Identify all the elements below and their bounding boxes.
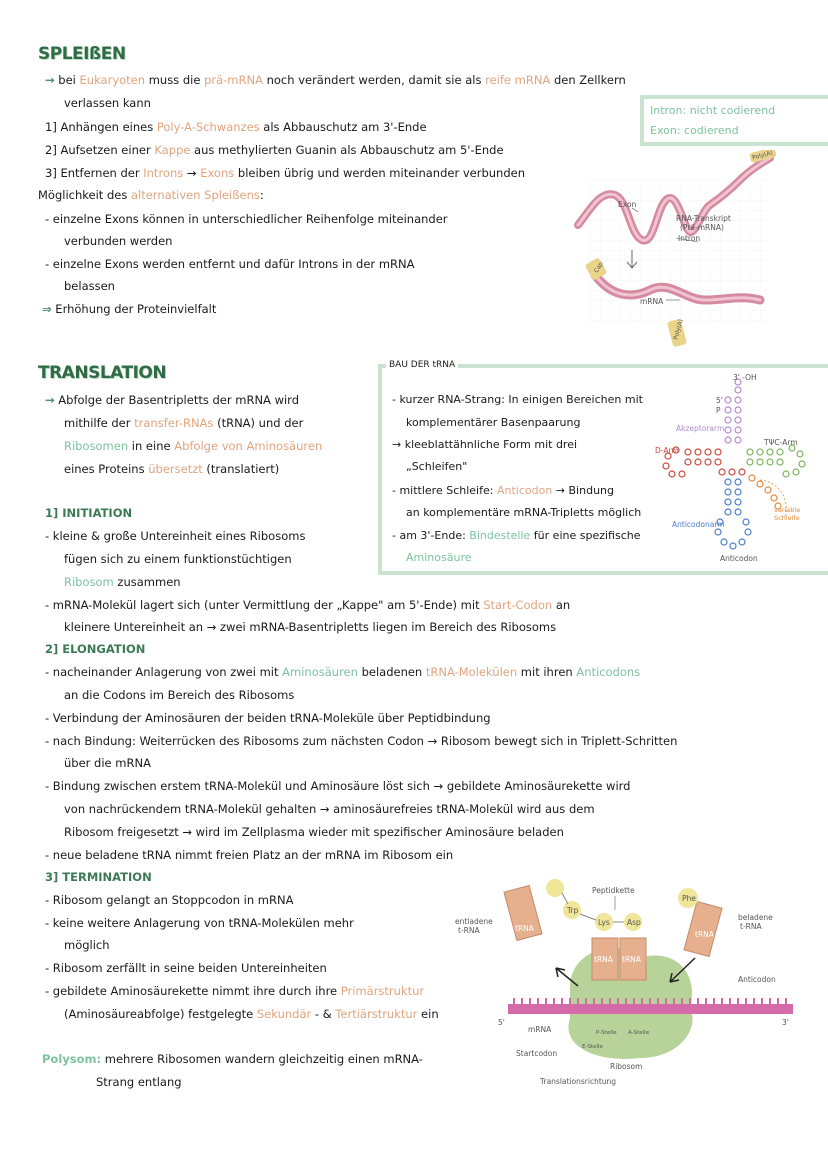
translationsrichtung-label: Translationsrichtung bbox=[540, 1077, 617, 1086]
termination-line-3: möglich bbox=[64, 938, 110, 952]
mrna-strand bbox=[508, 1004, 793, 1014]
phe-label: Phe bbox=[682, 894, 696, 903]
initiation-line-5: kleinere Untereinheit an → zwei mRNA-Basentripletts liegen im Bereich des Ribosoms bbox=[64, 620, 557, 634]
lys-label: Lys bbox=[598, 918, 610, 927]
intron-box-bottom bbox=[640, 142, 828, 146]
three-prime-label: 3' bbox=[782, 1018, 789, 1027]
e-stelle-label: E-Stelle bbox=[582, 1044, 603, 1050]
splicing-diagram bbox=[570, 150, 780, 350]
termination-line-4: - Ribosom zerfällt in seine beiden Untereinheiten bbox=[45, 961, 327, 975]
poly-a-top-label: Poly(A) bbox=[751, 149, 774, 162]
trna-bullet-1a: - kurzer RNA-Strang: In einigen Bereichen mit bbox=[392, 393, 643, 406]
anticodonarm-label: Anticodonarm bbox=[672, 520, 725, 529]
spleissen-item-3: 3] Entfernen der Introns → Exons bleiben übrig und werden miteinander verbunden bbox=[45, 166, 526, 180]
initiation-heading: 1] INITIATION bbox=[45, 506, 133, 520]
translation-heading: TRANSLATION bbox=[38, 363, 167, 383]
trna-right-label: t-RNA bbox=[740, 922, 762, 931]
beladene-label: beladene bbox=[738, 913, 773, 922]
ribosom-label: Ribosom bbox=[610, 1062, 643, 1071]
trna-bullet-1b: komplementärer Basenpaarung bbox=[406, 416, 581, 429]
pra-mrna-label: (Prä-mRNA) bbox=[680, 223, 724, 232]
d-arm-label: D-Arm bbox=[655, 446, 679, 455]
akzeptorarm-label: Akzeptorarm bbox=[676, 424, 725, 433]
acceptor-stem bbox=[725, 379, 741, 443]
trna-tag-right: tRNA bbox=[695, 930, 714, 939]
spleissen-item-1: 1] Anhängen eines Poly-A-Schwanzes als Abbauschutz am 3'-Ende bbox=[45, 120, 427, 134]
poly-a-bottom-label: Poly(A) bbox=[672, 318, 685, 341]
trp-label: Trp bbox=[567, 906, 579, 915]
mrna-ribo-label: mRNA bbox=[528, 1025, 552, 1034]
translation-intro-3: Ribosomen in eine Abfolge von Aminosäuren bbox=[64, 439, 323, 453]
initiation-line-3: Ribosom zusammen bbox=[64, 575, 181, 589]
translation-intro-4: eines Proteins übersetzt (translatiert) bbox=[64, 462, 280, 476]
spleissen-item-2: 2] Aufsetzen einer Kappe aus methylierten Guanin als Abbauschutz am 5'-Ende bbox=[45, 143, 504, 157]
trna-bullet-2a: → kleeblattähnliche Form mit drei bbox=[392, 438, 578, 451]
entladene-label: entladene bbox=[455, 917, 493, 926]
trna-bullet-4a: - am 3'-Ende: Bindestelle für eine spezifische bbox=[392, 529, 641, 542]
rna-transkript-label: RNA-Transkript bbox=[676, 214, 731, 223]
trna-five-label: 5' bbox=[716, 396, 723, 405]
intron-definition: Intron: nicht codierend bbox=[650, 104, 776, 117]
trna-oh-label: 3' -OH bbox=[733, 373, 757, 382]
spleissen-alternative: Möglichkeit des alternativen Spleißens: bbox=[38, 188, 264, 202]
elongation-line-6: - Bindung zwischen erstem tRNA-Molekül und Aminosäure löst sich → gebildete Aminosäurekette wird bbox=[45, 779, 631, 793]
trna-bullet-3a: - mittlere Schleife: Anticodon → Bindung bbox=[392, 484, 614, 497]
p-stelle-label: P-Stelle bbox=[596, 1030, 617, 1036]
trna-box-bottom bbox=[378, 571, 828, 575]
elongation-line-2: an die Codons im Bereich des Ribosoms bbox=[64, 688, 295, 702]
trna-bullet-3b: an komplementäre mRNA-Tripletts möglich bbox=[406, 506, 642, 519]
exon-label: Exon bbox=[618, 200, 637, 209]
translation-intro-2: mithilfe der transfer-RNAs (tRNA) und der bbox=[64, 416, 304, 430]
exon-definition: Exon: codierend bbox=[650, 124, 739, 137]
trna-box-title: BAU DER tRNA bbox=[386, 358, 458, 372]
elongation-line-9: - neue beladene tRNA nimmt freien Platz an der mRNA im Ribosom ein bbox=[45, 848, 454, 862]
variable-loop bbox=[749, 475, 781, 509]
termination-line-1: - Ribosom gelangt an Stoppcodon in mRNA bbox=[45, 893, 294, 907]
polysom-line-2: Strang entlang bbox=[96, 1075, 182, 1089]
initiation-line-2: fügen sich zu einem funktionstüchtigen bbox=[64, 552, 292, 566]
intron-box-top bbox=[640, 95, 828, 99]
elongation-heading: 2] ELONGATION bbox=[45, 642, 146, 656]
spleissen-bullet-1b: verbunden werden bbox=[64, 234, 173, 248]
elongation-line-7: von nachrückendem tRNA-Molekül gehalten → aminosäurefreies tRNA-Molekül wird aus dem bbox=[64, 802, 595, 816]
elongation-line-1: - nacheinander Anlagerung von zwei mit Aminosäuren beladenen tRNA-Molekülen mit ihren Anticodons bbox=[45, 665, 641, 679]
cap-label: Cap bbox=[592, 260, 605, 275]
trna-box-left bbox=[378, 364, 382, 574]
intron-box-left bbox=[640, 95, 644, 145]
elongation-line-3: - Verbindung der Aminosäuren der beiden tRNA-Moleküle über Peptidbindung bbox=[45, 711, 491, 725]
spleissen-line-2: verlassen kann bbox=[64, 96, 151, 110]
trna-p-label: P bbox=[716, 406, 721, 415]
startcodon-label: Startcodon bbox=[516, 1049, 558, 1058]
five-prime-label: 5' bbox=[498, 1018, 505, 1027]
trna-core bbox=[719, 469, 745, 475]
spleissen-bullet-1a: - einzelne Exons können in unterschiedlicher Reihenfolge miteinander bbox=[45, 212, 448, 226]
trna-left-label: t-RNA bbox=[458, 926, 480, 935]
trna-tag-p: tRNA bbox=[594, 955, 613, 964]
trna-cloverleaf-diagram bbox=[640, 370, 825, 570]
variable-loop-label: variable Schleife bbox=[774, 506, 801, 522]
elongation-line-4: - nach Bindung: Weiterrücken des Ribosoms zum nächsten Codon → Ribosom bewegt sich in Triplett-Schritten bbox=[45, 734, 678, 748]
elongation-line-8: Ribosom freigesetzt → wird im Zellplasma wieder mit spezifischer Aminosäure beladen bbox=[64, 825, 564, 839]
termination-heading: 3] TERMINATION bbox=[45, 870, 152, 884]
tpsic-arm bbox=[747, 445, 805, 477]
aminoacid-unbound bbox=[546, 879, 564, 897]
spleissen-bullet-2a: - einzelne Exons werden entfernt und dafür Introns in der mRNA bbox=[45, 257, 415, 271]
asp-label: Asp bbox=[627, 918, 641, 927]
a-stelle-label: A-Stelle bbox=[628, 1030, 650, 1036]
mrna-label: mRNA bbox=[640, 297, 664, 306]
translation-intro-1: → Abfolge der Basentripletts der mRNA wird bbox=[45, 393, 299, 407]
termination-line-2: - keine weitere Anlagerung von tRNA-Molekülen mehr bbox=[45, 916, 354, 930]
peptidkette-label: Peptidkette bbox=[592, 886, 635, 895]
anticodon-ribo-label: Anticodon bbox=[738, 975, 776, 984]
spleissen-line-1: → bei Eukaryoten muss die prä-mRNA noch verändert werden, damit sie als reife mRNA den Zellkern bbox=[45, 73, 626, 87]
mrna-teeth bbox=[514, 998, 786, 1004]
trna-bullet-2b: „Schleifen" bbox=[406, 460, 468, 473]
tpsic-arm-label: TΨC-Arm bbox=[764, 438, 798, 447]
trna-tag-a: tRNA bbox=[622, 955, 641, 964]
trna-tag-left: tRNA bbox=[515, 924, 534, 933]
anticodon-arm bbox=[715, 479, 751, 549]
termination-line-6: (Aminosäureabfolge) festgelegte Sekundär - & Tertiärstruktur ein bbox=[64, 1007, 439, 1021]
termination-line-5: - gebildete Aminosäurekette nimmt ihre durch ihre Primärstruktur bbox=[45, 984, 425, 998]
initiation-line-1: - kleine & große Untereinheit eines Ribosoms bbox=[45, 529, 306, 543]
spleissen-bullet-2b: belassen bbox=[64, 279, 115, 293]
trna-bullet-4b: Aminosäure bbox=[406, 551, 472, 564]
initiation-line-4: - mRNA-Molekül lagert sich (unter Vermittlung der „Kappe" am 5'-Ende) mit Start-Codon an bbox=[45, 598, 571, 612]
polysom-line-1: Polysom: mehrere Ribosomen wandern gleichzeitig einen mRNA- bbox=[42, 1052, 423, 1066]
anticodon-trna-label: Anticodon bbox=[720, 554, 758, 563]
intron-label: Intron bbox=[678, 234, 701, 243]
spleissen-result: ⇒ Erhöhung der Proteinvielfalt bbox=[42, 302, 217, 316]
elongation-line-5: über die mRNA bbox=[64, 756, 151, 770]
spleissen-heading: SPLEIßEN bbox=[38, 44, 126, 64]
trna-loaded bbox=[684, 901, 722, 956]
